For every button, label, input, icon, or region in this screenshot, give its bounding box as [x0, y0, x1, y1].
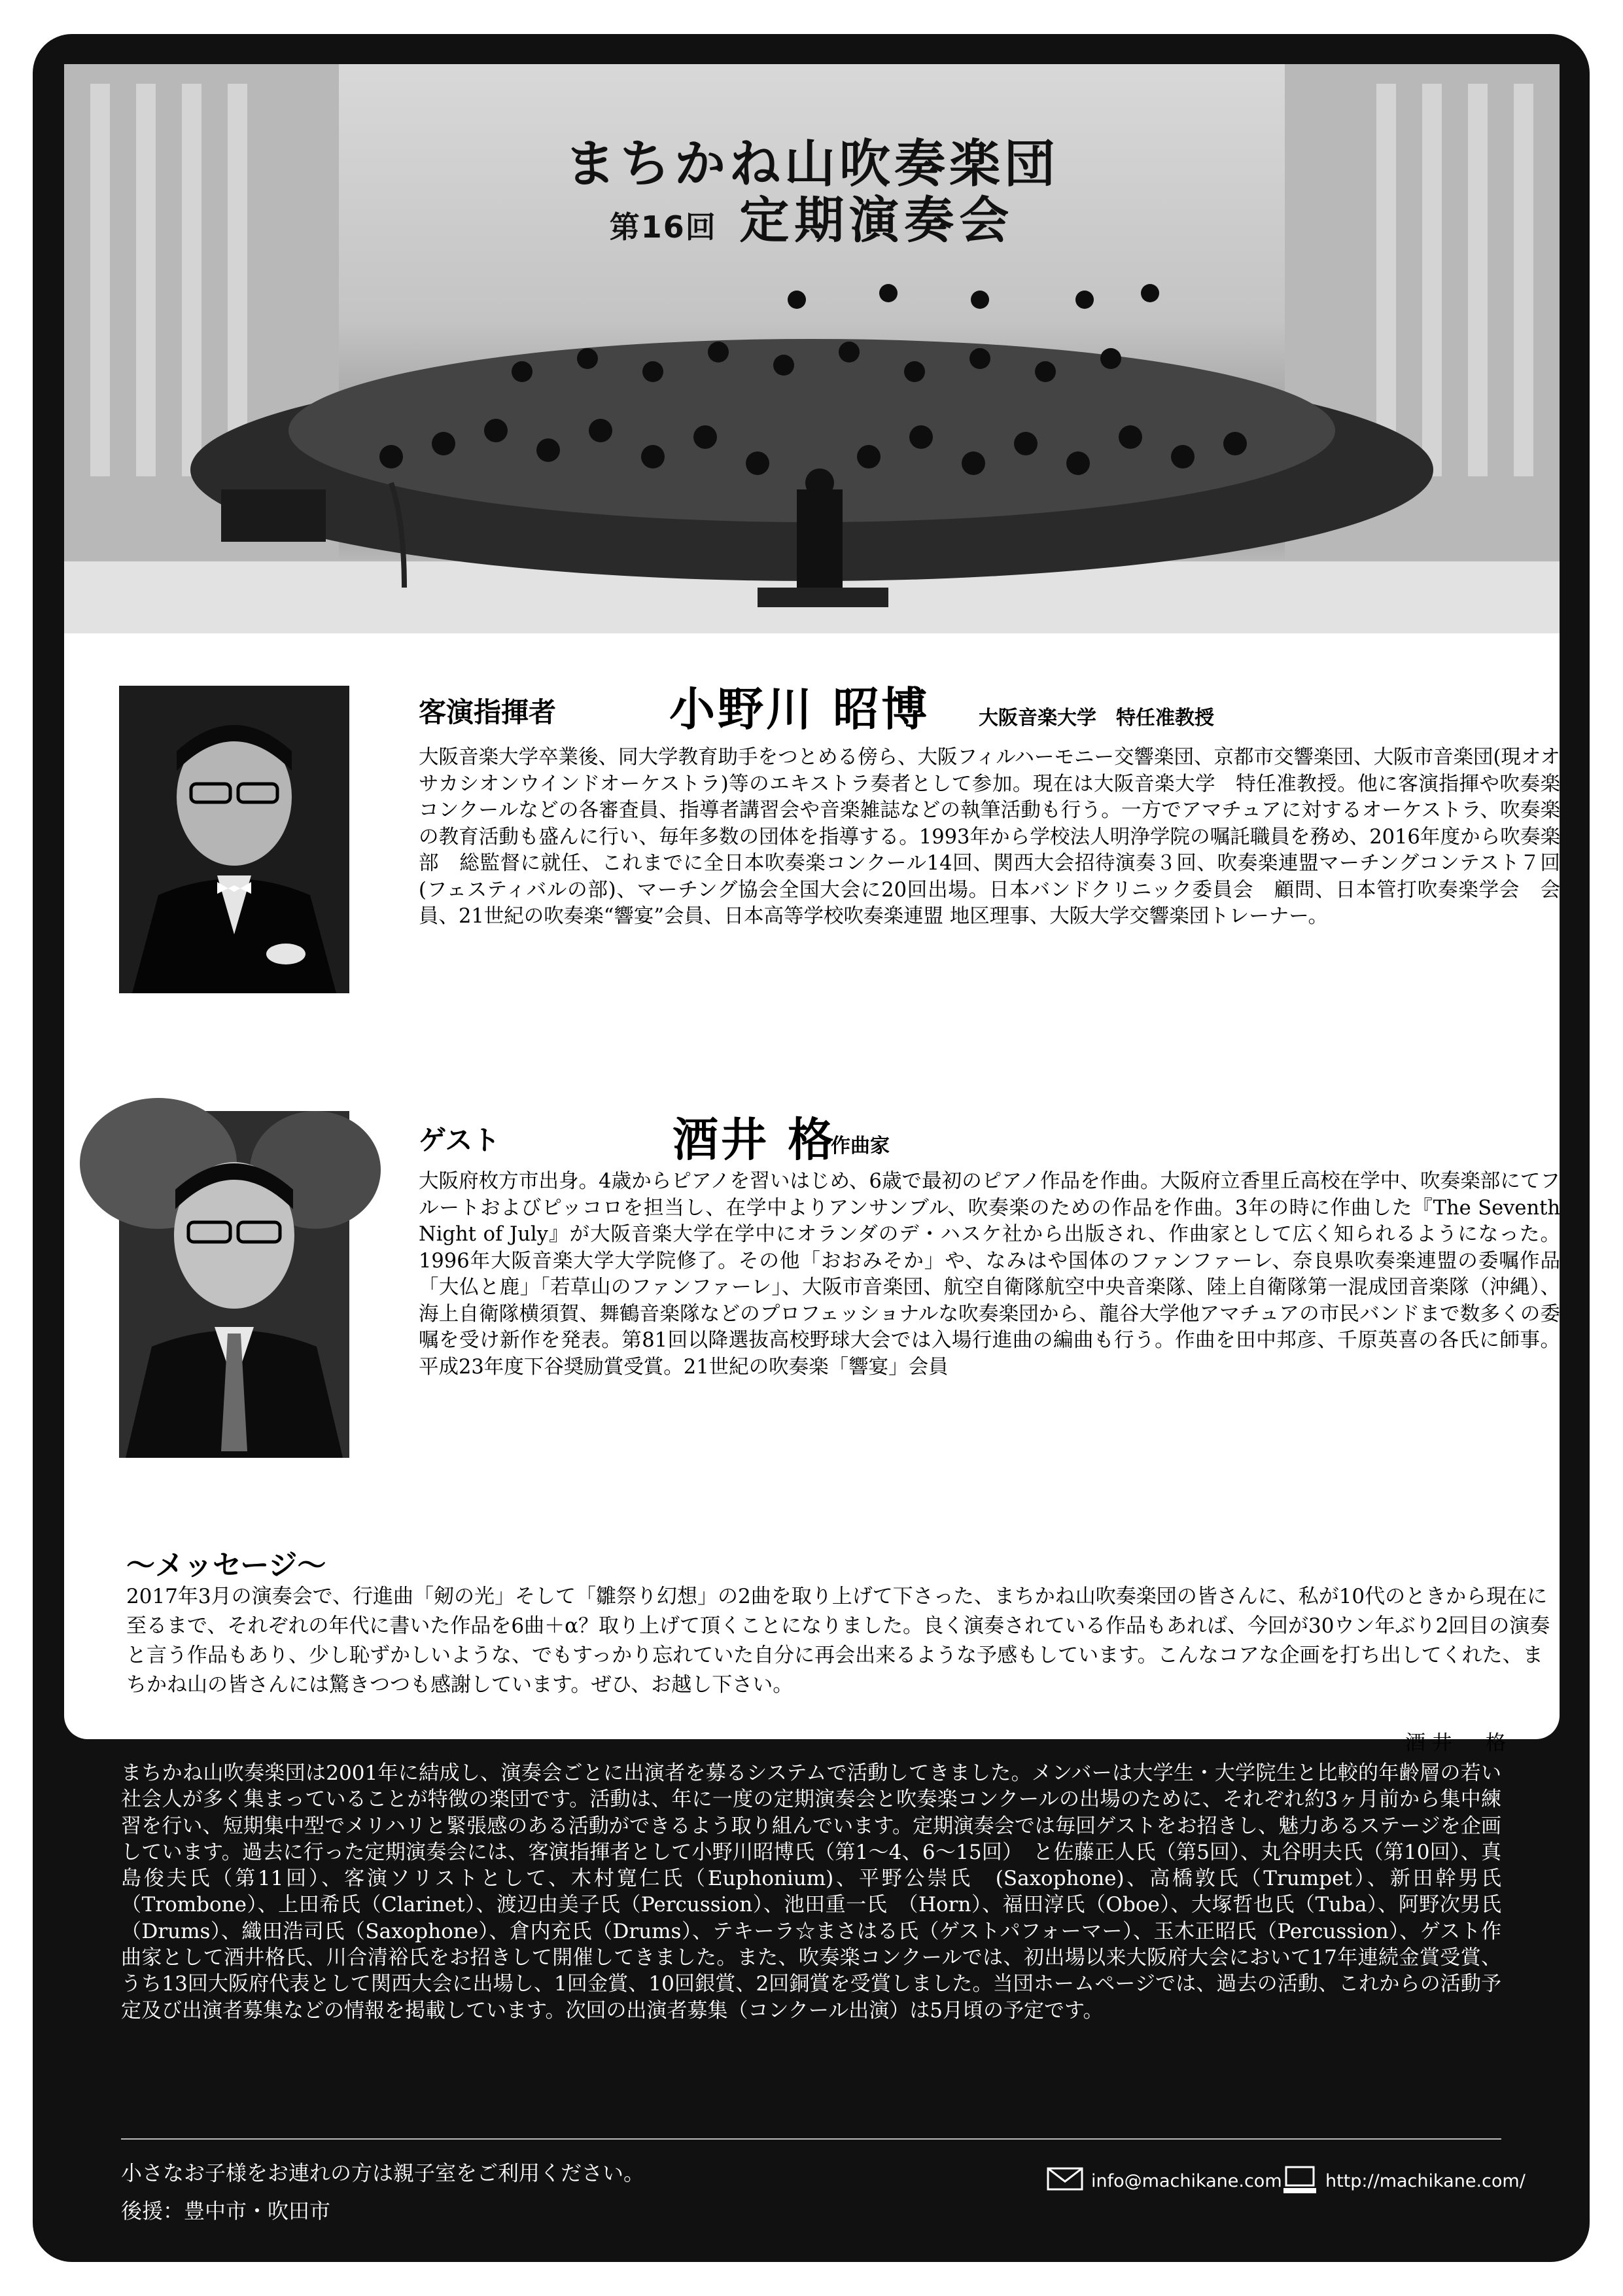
guest-title: 作曲家 [831, 1135, 890, 1157]
website-link[interactable]: http://machikane.com/ [1325, 2171, 1526, 2191]
computer-icon [1283, 2166, 1316, 2195]
conductor-photo [119, 686, 349, 993]
message-body: 2017年3月の演奏会で、行進曲「剱の光」そして「雛祭り幻想」の2曲を取り上げて下さった、まちかね山吹奏楽団の皆さんに、私が10代のときから現在に至るまで、それぞれの年代に書いた作品を6曲＋α？取り上げて頂くことになりました。良く演奏されている作品もあれば、今回が30ウン年ぶり2回目の演奏と言う作品もあり、少し恥ずかしいような、でもすっかり忘れていた自分に再会出来るような予感もしています。こんなコアな企画を打ち出してくれた、まちかね山の皆さんには驚きつつも感謝しています。ぜひ、お越し下さい。 [126, 1585, 1550, 1697]
guest-photo [119, 1111, 349, 1458]
band-name: まちかね山吹奏楽団 [564, 135, 1059, 194]
sponsor-line: 後援：豊中市・吹田市 [121, 2199, 331, 2223]
concert-title-line [64, 181, 1560, 252]
concert-number: 第16回 [609, 209, 717, 245]
conductor-role: 客演指揮者 [419, 696, 557, 728]
content-panel [64, 64, 1560, 1755]
footer-divider [121, 2138, 1501, 2140]
mail-icon [1047, 2166, 1083, 2192]
guest-name: 酒井 格 [672, 1113, 837, 1167]
guest-role: ゲスト [419, 1124, 500, 1156]
message-heading: ～メッセージ～ [126, 1549, 326, 1582]
conductor-name: 小野川 昭博 [669, 682, 930, 736]
childcare-note: 小さなお子様をお連れの方は親子室をご利用ください。 [121, 2161, 645, 2185]
hero-banner [64, 64, 1560, 633]
conductor-bio: 大阪音楽大学卒業後、同大学教育助手をつとめる傍ら、大阪フィルハーモニー交響楽団、京都市交響楽団、大阪市音楽団(現オオサカシオンウインドオーケストラ)等のエキストラ奏者として参加。現在は大阪音楽大学 特任准教授。他に客演指揮や吹奏楽コンクールなどの各審査員、指導者講習会や音楽雑誌などの執筆活動も行う。一方でアマチュアに対するオーケストラ、吹奏楽の教育活動も盛んに行い、毎年多数の団体を指導する。1993年から学校法人明浄学院の嘱託職員を務め、2016年度から吹奏楽部 総監督に就任、これまでに全日本吹奏楽コンクール14回、関西大会招待演奏３回、吹奏楽連盟マーチングコンテスト７回(フェスティバルの部)、マーチング協会全国大会に20回出場。日本バンドクリニック委員会 顧問、日本管打吹奏楽学会 会員、21世紀の吹奏楽“響宴”会員、日本高等学校吹奏楽連盟 地区理事、大阪大学交響楽団トレーナー。 [419, 746, 1560, 928]
band-about: まちかね山吹奏楽団は2001年に結成し、演奏会ごとに出演者を募るシステムで活動してきました。メンバーは大学生・大学院生と比較的年齢層の若い社会人が多く集まっていることが特徴の楽団です。活動は、年に一度の定期演奏会と吹奏楽コンクールの出場のために、それぞれ約3ヶ月前から集中練習を行い、短期集中型でメリハリと緊張感のある活動ができるよう取り組んでいます。定期演奏会では毎回ゲストをお招きし、魅力あるステージを企画しています。過去に行った定期演奏会には、客演指揮者として小野川昭博氏（第1～4、6～15回） と佐藤正人氏（第5回）、丸谷明夫氏（第10回）、真島俊夫氏（第11回）、客演ソリストとして、木村寛仁氏（Euphonium)、平野公崇氏 (Saxophone)、高橋敦氏（Trumpet）、新田幹男氏（Trombone）、上田希氏（Clarinet）、渡辺由美子氏（Percussion）、池田重一氏 （Horn）、福田淳氏（Oboe）、大塚哲也氏（Tuba）、阿野次男氏（Drums）、織田浩司氏（Saxophone）、倉内充氏（Drums）、テキーラ☆まさはる氏（ゲストパフォーマー）、玉木正昭氏（Percussion）、ゲスト作曲家として酒井格氏、川合清裕氏をお招きして開催してきました。また、吹奏楽コンクールでは、初出場以来大阪府大会において17年連続金賞受賞、うち13回大阪府代表として関西大会に出場し、1回金賞、10回銀賞、2回銅賞を受賞しました。当団ホームページでは、過去の活動、これからの活動予定及び出演者募集などの情報を掲載しています。次回の出演者募集（コンクール出演）は5月頃の予定です。 [121, 1761, 1501, 2022]
guest-bio: 大阪府枚方市出身。4歳からピアノを習いはじめ、6歳で最初のピアノ作品を作曲。大阪府立香里丘高校在学中、吹奏楽部にてフルートおよびピッコロを担当し、在学中よりアンサンブル、吹奏楽のための作品を作曲。3年の時に作曲した『The Seventh Night of July』が大阪音楽大学在学中にオランダのデ・ハスケ社から出版され、作曲家として広く知られるようになった。1996年大阪音楽大学大学院修了。その他「おおみそか」や、なみはや国体のファンファーレ、奈良県吹奏楽連盟の委嘱作品「大仏と鹿」「若草山のファンファーレ」、大阪市音楽団、航空自衛隊航空中央音楽隊、陸上自衛隊第一混成団音楽隊（沖縄）、海上自衛隊横須賀、舞鶴音楽隊などのプロフェッショナルな吹奏楽団から、龍谷大学他アマチュアの市民バンドまで数多くの委嘱を受け新作を発表。第81回以降選抜高校野球大会では入場行進曲の編曲も行う。作曲を田中邦彦、千原英喜の各氏に師事。平成23年度下谷奨励賞受賞。21世紀の吹奏楽「響宴」会員 [419, 1170, 1560, 1379]
concert-title: 定期演奏会 [739, 191, 1015, 249]
conductor-affiliation: 大阪音楽大学 特任准教授 [979, 707, 1214, 730]
message-signature: 酒井 格 [1405, 1731, 1512, 1755]
email-link[interactable]: info@machikane.com [1091, 2171, 1282, 2191]
